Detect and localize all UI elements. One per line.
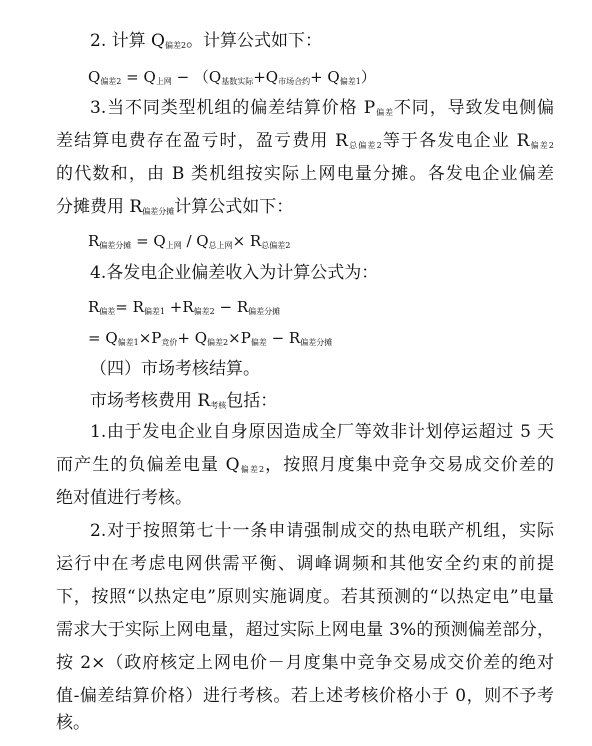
formula-q-dev2: $Q_{偏差2} = Q_{上网} - (Q_{基数实际}+Q_{市场合约}+ Q_{偏差1})$ bbox=[88, 68, 376, 86]
assessment-intro: 市场考核费用 $R_{考核}$包括： bbox=[90, 391, 278, 411]
p1-line-3: 绝对值进行考核。 bbox=[56, 488, 192, 508]
formula-r-dev: $R_{偏差}= R_{偏差1} +R_{偏差2} - R_{偏差分摊}$ bbox=[88, 298, 281, 316]
item2-title: 2. 计算 $Q_{偏差2}$。计算公式如下： bbox=[90, 31, 323, 51]
p2-line-2: 运行中在考虑电网供需平衡、调峰调频和其他安全约束的前提 bbox=[56, 554, 554, 574]
item3-line-3: 的代数和，由 B 类机组按实际上网电量分摊。各发电企业偏差 bbox=[56, 164, 554, 184]
section-heading: （四）市场考核结算。 bbox=[90, 359, 260, 379]
p2-line-1: 2.对于按照第七十一条申请强制成交的热电联产机组，实际 bbox=[90, 521, 554, 541]
formula-r-dev-share: $R_{偏差分摊} = Q_{上网} / Q_{总上网}\times R_{总偏差2}$ bbox=[88, 232, 291, 250]
p1-line-1: 1.由于发电企业自身原因造成全厂等效非计划停运超过 5 天 bbox=[90, 422, 554, 442]
item3-line-4: 分摊费用 $R_{偏差分摊}$计算公式如下： bbox=[56, 197, 294, 217]
p2-line-5: 按 2×（政府核定上网电价－月度集中竞争交易成交价差的绝对 bbox=[56, 653, 554, 673]
item4-title: 4.各发电企业偏差收入为计算公式为： bbox=[90, 263, 379, 283]
p1-line-2: 而产生的负偏差电量 $Q_{偏差2}$，按照月度集中竞争交易成交价差的 bbox=[56, 455, 555, 475]
item3-line-2: 差结算电费存在盈亏时，盈亏费用 $R_{总偏差2}$等于各发电企业 $R_{偏差2}$ bbox=[56, 131, 555, 151]
p2-line-4: 需求大于实际上网电量，超过实际上网电量 3%的预测偏差部分， bbox=[56, 620, 554, 640]
item3-line-1: 3.当不同类型机组的偏差结算价格 $P_{偏差}$不同，导致发电侧偏 bbox=[90, 98, 555, 118]
formula-r-dev-expanded: = $Q_{偏差1}\times P_{竞价}+ Q_{偏差2}\times P_{偏差} - R_{偏差分摊}$ bbox=[88, 329, 333, 347]
p2-line-6: 值-偏差结算价格）进行考核。若上述考核价格小于 0，则不予考 bbox=[56, 686, 554, 706]
p2-line-3: 下，按照“以热定电”原则实施调度。若其预测的“以热定电”电量 bbox=[56, 587, 554, 607]
p2-line-7: 核。 bbox=[56, 713, 90, 733]
